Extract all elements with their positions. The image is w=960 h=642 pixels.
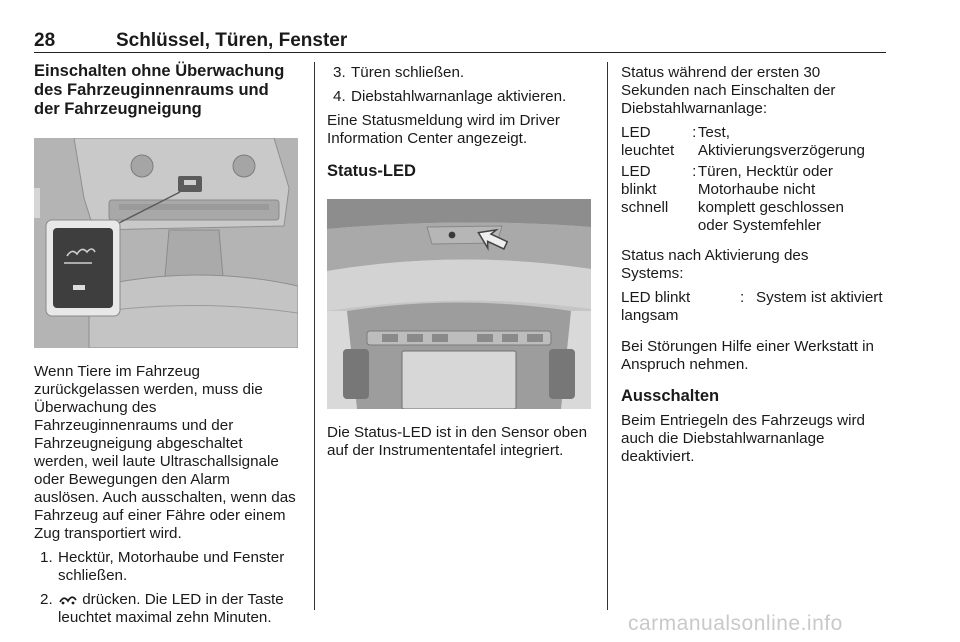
table-separator: : xyxy=(740,289,745,306)
table-separator: : xyxy=(692,124,697,141)
table-row xyxy=(621,124,887,160)
step-text: Hecktür, Motorhaube und Fenster schließen. xyxy=(58,549,285,584)
column-right xyxy=(621,64,887,466)
list-item xyxy=(34,549,298,585)
watermark: carmanualsonline.info xyxy=(628,612,843,635)
status-table-initial xyxy=(621,124,887,235)
table-value: Türen, Hecktür oder Motorhaube nicht komplett geschlossen oder Systemfehler xyxy=(697,163,844,234)
body-paragraph: Status während der ersten 30 Sekunden nach Einschalten der Diebstahlwarnanlage: xyxy=(621,64,836,117)
mirror-console-illustration xyxy=(34,138,298,348)
status-table-active xyxy=(621,289,887,325)
body-paragraph: Eine Statusmeldung wird im Driver Information Center angezeigt. xyxy=(327,112,560,147)
column-divider xyxy=(607,62,608,610)
column-left xyxy=(34,62,298,627)
step-number: 3. xyxy=(333,64,346,81)
step-number: 4. xyxy=(333,88,346,105)
mirror-console-drawing xyxy=(34,138,298,348)
body-paragraph: Die Status-LED ist in den Sensor oben auf der Instrumententafel integriert. xyxy=(327,424,588,459)
step-text: drücken. Die LED in der Taste leuchtet maximal zehn Minuten. xyxy=(58,591,284,626)
page-number: 28 xyxy=(34,30,56,51)
section-heading: Status-LED xyxy=(327,162,416,180)
table-row xyxy=(621,160,887,235)
list-item xyxy=(34,591,298,627)
table-key: LED blinkt langsam xyxy=(621,289,691,324)
step-text: Türen schließen. xyxy=(351,64,465,81)
step-number: 1. xyxy=(40,549,53,566)
dashboard-illustration xyxy=(327,199,591,409)
body-paragraph: Beim Entriegeln des Fahrzeugs wird auch die Diebstahlwarnanlage deaktiviert. xyxy=(621,412,865,465)
car-alarm-icon xyxy=(58,593,78,605)
list-item xyxy=(327,64,595,82)
steps-list xyxy=(327,64,595,106)
steps-list xyxy=(34,549,298,627)
table-row xyxy=(621,289,887,325)
column-middle xyxy=(327,64,595,460)
column-divider xyxy=(314,62,315,610)
body-paragraph: Wenn Tiere im Fahrzeug zurückgelassen werden, muss die Überwachung des Fahrzeuginnenraums und der Fahrzeugneigung abgeschaltet werden, weil laute Ultraschallsignale oder Bewegungen den Alarm auslösen. Auch ausschalten, wenn das Fahrzeug auf einer Fähre oder einem Zug transportiert wird. xyxy=(34,363,296,542)
table-value: Test, Aktivierungsverzögerung xyxy=(697,124,865,159)
step-number: 2. xyxy=(40,591,53,608)
step-text: Diebstahlwarnanlage aktivieren. xyxy=(351,88,567,105)
section-heading: Einschalten ohne Überwachung des Fahrzeuginnenraums und der Fahrzeugneigung xyxy=(34,62,285,118)
table-key: LED blinkt schnell xyxy=(621,163,669,216)
chapter-title: Schlüssel, Türen, Fenster xyxy=(116,30,348,51)
page-header xyxy=(34,26,886,53)
body-paragraph: Bei Störungen Hilfe einer Werkstatt in Anspruch nehmen. xyxy=(621,338,874,373)
section-heading: Ausschalten xyxy=(621,387,720,405)
dashboard-drawing xyxy=(327,199,591,409)
table-separator: : xyxy=(692,163,697,180)
list-item xyxy=(327,88,595,106)
body-paragraph: Status nach Aktivierung des Systems: xyxy=(621,247,809,282)
table-value: System ist aktiviert xyxy=(756,289,883,306)
table-key: LED leuchtet xyxy=(621,124,675,159)
